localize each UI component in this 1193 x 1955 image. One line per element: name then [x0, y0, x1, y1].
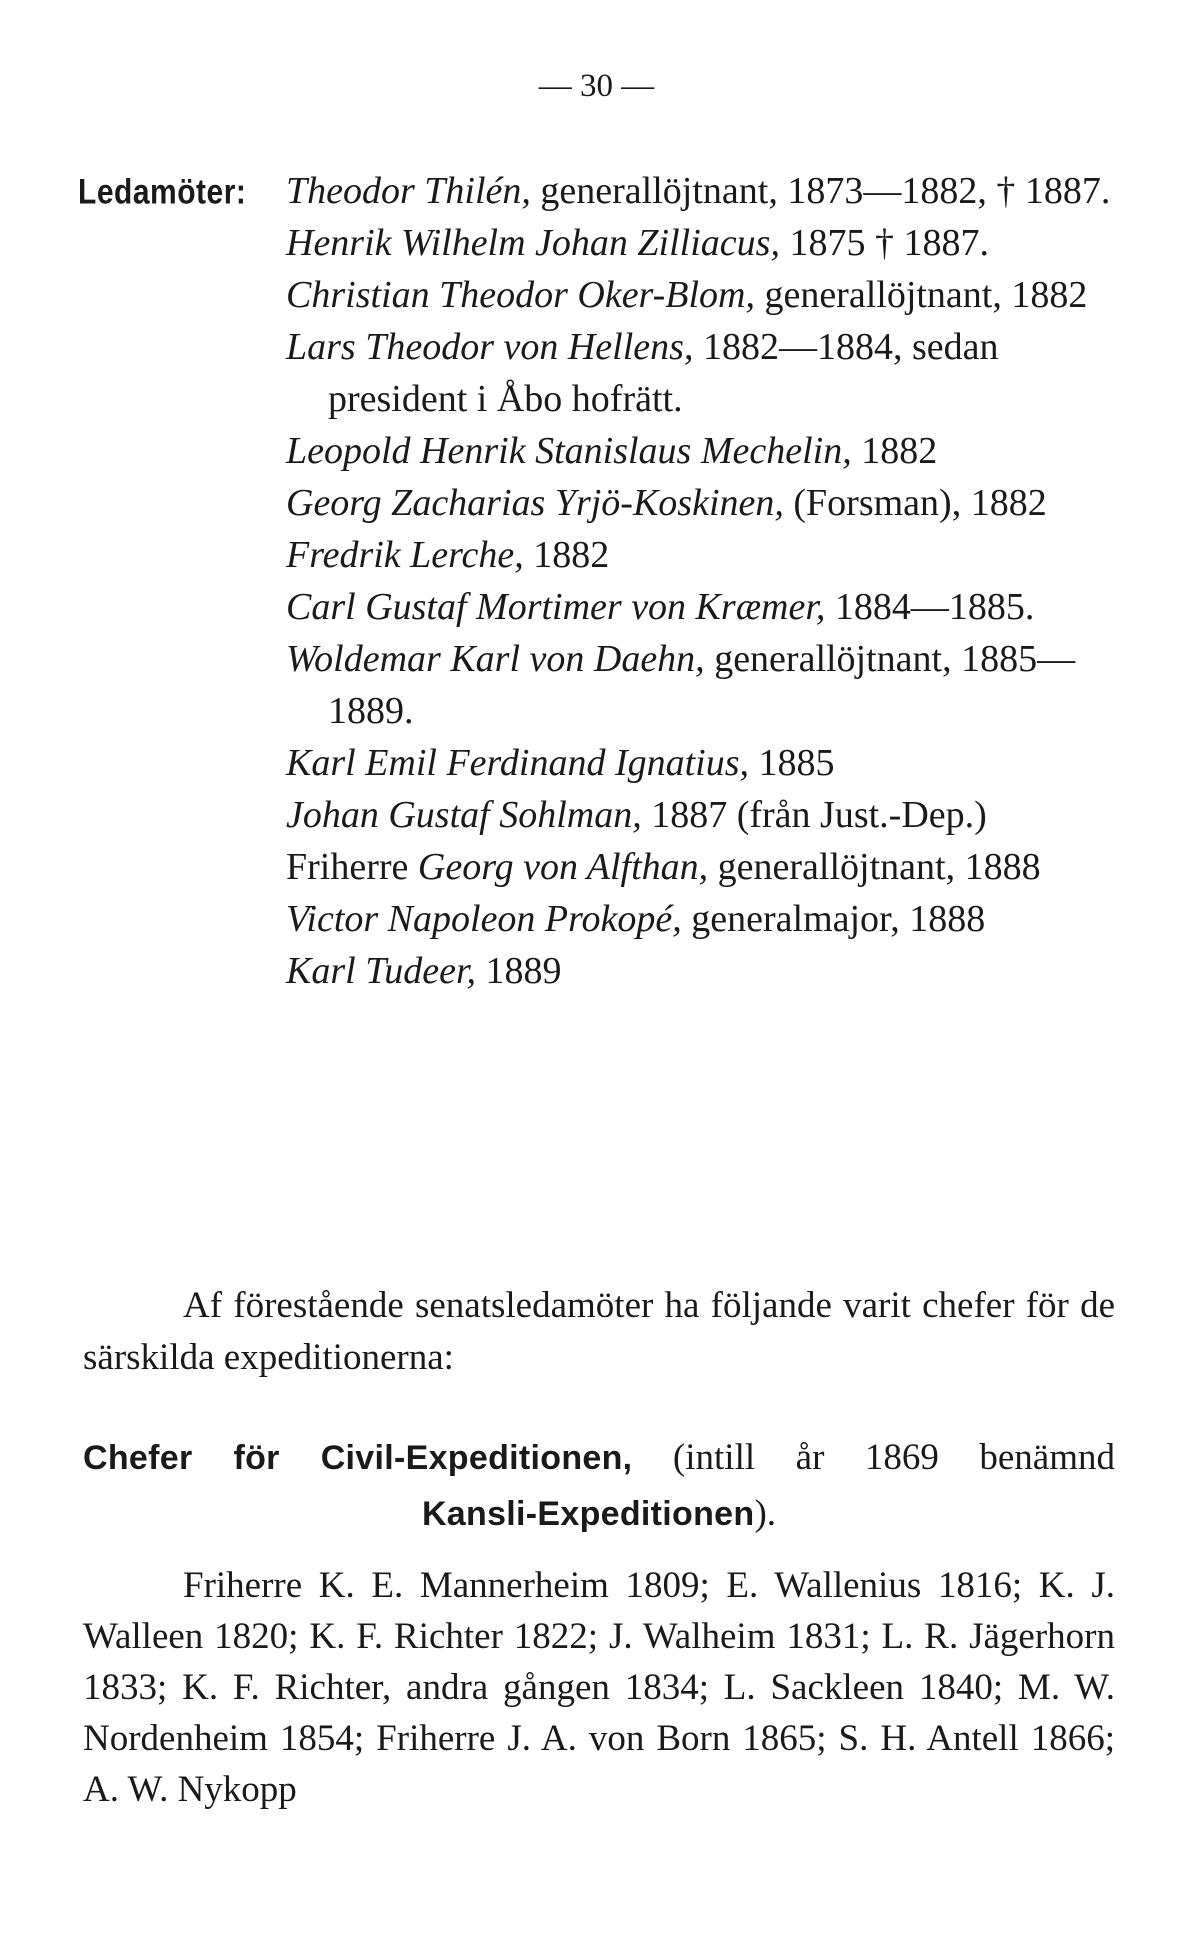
member-detail: 1887 (från Just.-Dep.) [641, 794, 987, 836]
member-detail: 1882 [851, 430, 938, 472]
member-name: Leopold Henrik Stanislaus Mechelin, [286, 430, 852, 472]
member-detail: 1885 [749, 742, 835, 784]
heading-line-1 [83, 1430, 1115, 1486]
member-entry [286, 789, 1116, 841]
member-entry [286, 529, 1116, 581]
member-name: Johan Gustaf Sohlman, [286, 794, 642, 836]
member-detail: 1882—1884, sedan president i Åbo hofrätt. [328, 326, 999, 420]
member-name: Georg von Alfthan, [417, 846, 709, 888]
member-detail: 1875 † 1887. [779, 222, 989, 264]
page-number: — 30 — [538, 68, 655, 104]
heading-normal-text: (intill år 1869 benämnd [632, 1437, 1115, 1478]
section-heading [83, 1430, 1115, 1542]
member-name: Carl Gustaf Mortimer von Kræmer, [286, 586, 826, 628]
member-name: Woldemar Karl von Daehn, [286, 638, 705, 680]
member-entry [286, 477, 1116, 529]
member-entry [286, 841, 1116, 893]
member-entry [286, 165, 1116, 217]
member-name: Theodor Thilén, [286, 170, 531, 212]
heading-line-2 [83, 1486, 1115, 1542]
member-detail: generallöjtnant, 1885—1889. [328, 638, 1076, 732]
member-detail: generallöjtnant, 1873—1882, † 1887. [530, 170, 1111, 212]
member-title-prefix: Friherre [286, 846, 418, 888]
member-entry [286, 633, 1116, 737]
heading-bold-text-2: Kansli-Expeditionen [421, 1495, 755, 1533]
member-detail: generalmajor, 1888 [681, 898, 986, 940]
heading-closing: ). [754, 1493, 777, 1534]
member-detail: generallöjtnant, 1882 [754, 274, 1088, 316]
member-detail: 1882 [523, 534, 610, 576]
member-detail: (Forsman), 1882 [783, 482, 1047, 524]
member-name: Lars Theodor von Hellens, [286, 326, 694, 368]
member-entry [286, 737, 1116, 789]
member-name: Henrik Wilhelm Johan Zilliacus, [286, 222, 780, 264]
member-name: Victor Napoleon Prokopé, [286, 898, 682, 940]
member-name: Karl Tudeer, [286, 950, 477, 992]
member-detail: 1889 [476, 950, 562, 992]
intro-paragraph: Af förestående senatsledamöter ha följande varit chefer för de särskilda expeditionerna: [83, 1285, 1115, 1378]
member-name: Georg Zacharias Yrjö-Koskinen, [286, 482, 784, 524]
member-entry [286, 945, 1116, 997]
member-detail: 1884—1885. [825, 586, 1035, 628]
member-entry [286, 269, 1116, 321]
member-entry [286, 217, 1116, 269]
member-name: Fredrik Lerche, [286, 534, 524, 576]
member-entry [286, 893, 1116, 945]
member-detail: generallöjtnant, 1888 [708, 846, 1041, 888]
member-entry [286, 425, 1116, 477]
members-label: Ledamöter: [78, 173, 247, 212]
heading-bold-text: Chefer för Civil-Expeditionen, [83, 1439, 633, 1477]
members-list [286, 165, 1116, 997]
member-name: Karl Emil Ferdinand Ignatius, [286, 742, 750, 784]
chefs-paragraph: Friherre K. E. Mannerheim 1809; E. Wallenius 1816; K. J. Walleen 1820; K. F. Richter 1822; J. Walheim 1831; L. R. Jägerhorn 1833; K. F. Richter, andra gången 1834; L. Sackleen 1840; M. W. Nordenheim 1854; Friherre J. A. von Born 1865; S. H. Antell 1866; A. W. Nykopp [83, 1565, 1115, 1810]
member-name: Christian Theodor Oker-Blom, [286, 274, 755, 316]
member-entry [286, 581, 1116, 633]
member-entry [286, 321, 1116, 425]
